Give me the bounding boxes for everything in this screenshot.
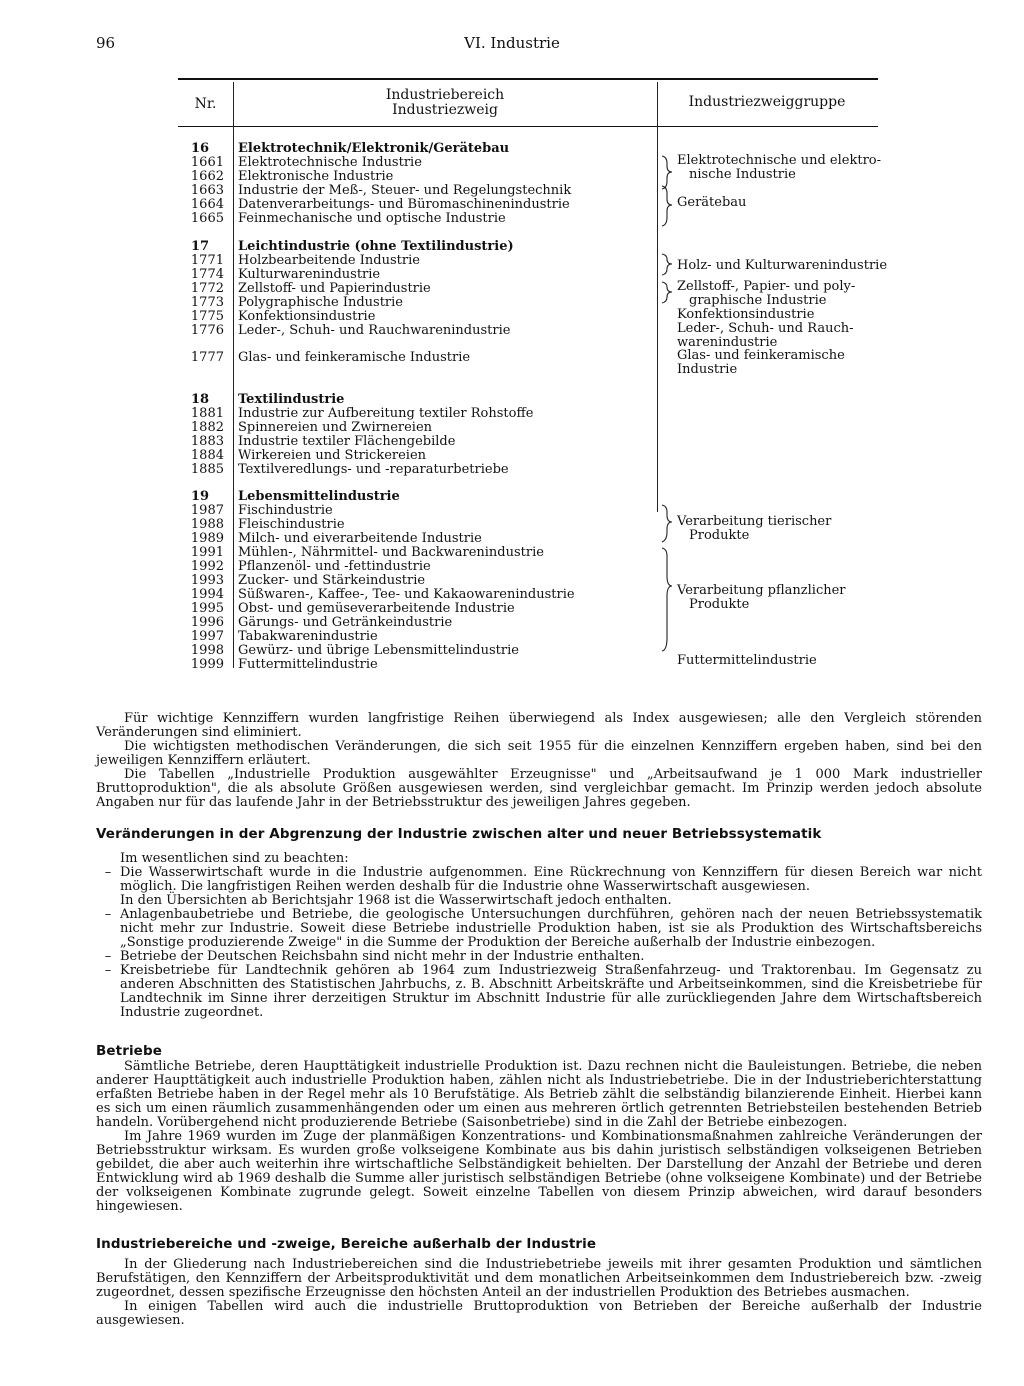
row-nr: 1884 <box>190 448 224 463</box>
row-name: Polygraphische Industrie <box>238 295 404 310</box>
row-name: Feinmechanische und optische Industrie <box>238 211 506 226</box>
section-heading-industriebereiche: Industriebereiche und -zweige, Bereiche außerhalb der Industrie <box>96 1236 597 1252</box>
row-name: Wirkereien und Strickereien <box>238 448 427 463</box>
header-bereich-line2: Industriezweig <box>392 102 498 118</box>
industriebereiche-paragraph-2: In einigen Tabellen wird auch die industrielle Bruttoproduktion von Betrieben der Bereiche außerhalb der Industrie ausgewiesen. <box>96 1299 982 1328</box>
row-nr: 1885 <box>190 462 224 477</box>
row-name: Textilveredlungs- und -reparaturbetriebe <box>238 462 509 477</box>
page-title: VI. Industrie <box>464 34 560 52</box>
row-nr: 19 <box>191 489 210 504</box>
row-name: Industrie textiler Flächengebilde <box>238 434 456 449</box>
row-name: Holzbearbeitende Industrie <box>238 253 420 268</box>
row-nr: 1775 <box>190 309 224 324</box>
section-heading-abgrenzung: Veränderungen in der Abgrenzung der Industrie zwischen alter und neuer Betriebssystematik <box>96 826 822 842</box>
group-label: Verarbeitung pflanzlicher Produkte <box>677 583 846 612</box>
row-name: Glas- und feinkeramische Industrie <box>238 350 471 365</box>
row-name: Lebensmittelindustrie <box>238 489 400 504</box>
row-nr: 1882 <box>190 420 224 435</box>
list-item: – Die Wasserwirtschaft wurde in die Industrie aufgenommen. Eine Rückrechnung von Kennziffern für diesen Bereich war nicht möglich. Die langfristigen Reihen werden deshalb für die Industrie ohne Wasserwirtschaft ausgewiesen. <box>104 865 982 894</box>
row-nr: 1999 <box>190 657 224 672</box>
header-gruppe: Industriezweiggruppe <box>688 94 846 110</box>
row-nr: 1987 <box>190 503 224 518</box>
row-name: Textilindustrie <box>238 392 345 407</box>
group-label: Gerätebau <box>677 195 747 210</box>
brace-holz <box>662 254 672 275</box>
group-label: Futtermittelindustrie <box>677 653 817 668</box>
row-name: Elektrotechnik/Elektronik/Gerätebau <box>238 141 510 156</box>
list-item: – Anlagenbaubetriebe und Betriebe, die geologische Untersuchungen durchführen, gehören nach der neuen Betriebssystematik nicht mehr zur Industrie. Soweit diese Betriebe industrielle Produktion haben, ist sie als Produktion des Wirtschaftsbereichs „Sonstige produzierende Zweige" in die Summe der Produktion der Bereiche außerhalb der Industrie einbezogen. <box>104 907 982 950</box>
intro-paragraph-2: Die wichtigsten methodischen Veränderungen, die sich seit 1955 für die einzelnen Kennziffern ergeben haben, sind bei den jeweiligen Kennziffern erläutert. <box>96 739 982 768</box>
group-label: Holz- und Kulturwarenindustrie <box>677 258 888 273</box>
row-name: Datenverarbeitungs- und Büromaschinenindustrie <box>238 197 570 212</box>
industriebereiche-paragraph-1: In der Gliederung nach Industriebereichen sind die Industriebetriebe jeweils mit ihrer gesamten Produktion und sämtlichen Berufstätigen, den Kennziffern der Arbeitsproduktivität und dem monatlichen Arbeitseinkommen dem Industriebereich bzw. -zweig zugeordnet, dessen spezifische Erzeugnisse den höchsten Anteil an der industriellen Produktion des Betriebes ausmachen. <box>96 1257 982 1300</box>
row-name: Zellstoff- und Papierindustrie <box>238 281 431 296</box>
group-label: Elektrotechnische und elektro- nische Industrie <box>677 153 882 182</box>
row-nr: 1664 <box>190 197 224 212</box>
brace-tierisch <box>662 505 672 542</box>
row-nr: 1998 <box>190 643 224 658</box>
list-lead: Im wesentlichen sind zu beachten: <box>120 851 349 866</box>
row-nr: 1988 <box>190 517 224 532</box>
row-name: Leder-, Schuh- und Rauchwarenindustrie <box>238 323 511 338</box>
row-nr: 1777 <box>190 350 224 365</box>
row-nr: 17 <box>191 239 210 254</box>
row-nr: 1996 <box>190 615 224 630</box>
row-name: Gärungs- und Getränkeindustrie <box>238 615 453 630</box>
list-item: – Kreisbetriebe für Landtechnik gehören ab 1964 zum Industriezweig Straßenfahrzeug- und Traktorenbau. Im Gegensatz zu anderen Abschnitten des Statistischen Jahrbuchs, z. B. Abschnitt Arbeitskräfte und Arbeitseinkommen, sind die Kreisbetriebe für Landtechnik im Sinne ihrer derzeitigen Struktur im Abschnitt Industrie für alle zurückliegenden Jahre dem Wirtschaftsbereich Industrie zugeordnet. <box>104 963 982 1020</box>
group-label: Konfektionsindustrie <box>677 307 815 322</box>
row-name: Mühlen-, Nährmittel- und Backwarenindustrie <box>238 545 544 560</box>
row-name: Gewürz- und übrige Lebensmittelindustrie <box>238 643 519 658</box>
row-nr: 1773 <box>190 295 224 310</box>
betriebe-paragraph-2: Im Jahre 1969 wurden im Zuge der planmäßigen Konzentrations- und Kombinationsmaßnahmen zahlreiche Veränderungen der Betriebsstruktur wirksam. Es wurden große volkseigene Kombinate aus bis dahin juristisch selbständigen volkseigenen Betrieben gebildet, die aber auch weiterhin ihre wirtschaftliche Selbständigkeit behielten. Der Darstellung der Anzahl der Betriebe und deren Entwicklung wird ab 1969 deshalb die Summe aller juristisch selbständigen Betriebe (ohne volkseigene Kombinate) und der Betriebe der volkseigenen Kombinate zugrunde gelegt. Soweit einzelne Tabellen von diesem Prinzip abweichen, wird darauf besonders hingewiesen. <box>96 1129 982 1214</box>
row-nr: 1989 <box>190 531 224 546</box>
row-name: Süßwaren-, Kaffee-, Tee- und Kakaowarenindustrie <box>238 587 575 602</box>
section-list-abgrenzung <box>96 852 982 1020</box>
intro-paragraph-1: Für wichtige Kennziffern wurden langfristige Reihen überwiegend als Index ausgewiesen; alle den Vergleich störenden Veränderungen sind eliminiert. <box>96 711 982 740</box>
row-nr: 1997 <box>190 629 224 644</box>
row-name: Pflanzenöl- und -fettindustrie <box>238 559 431 574</box>
row-nr: 16 <box>191 141 210 156</box>
group-label: Verarbeitung tierischer Produkte <box>677 514 832 543</box>
row-name: Industrie der Meß-, Steuer- und Regelungstechnik <box>238 183 572 198</box>
brace-elektrotechnik <box>662 156 672 189</box>
row-nr: 1994 <box>190 587 224 602</box>
row-nr: 1772 <box>190 281 224 296</box>
row-nr: 1993 <box>190 573 224 588</box>
header-bereich-line1: Industriebereich <box>385 87 505 103</box>
row-name: Tabakwarenindustrie <box>238 629 378 644</box>
row-name: Milch- und eiverarbeitende Industrie <box>238 531 482 546</box>
header-nr: Nr. <box>194 96 217 112</box>
row-name: Elektronische Industrie <box>238 169 394 184</box>
intro-paragraph-3: Die Tabellen „Industrielle Produktion ausgewählter Erzeugnisse" und „Arbeitsaufwand je 1 000 Mark industrieller Bruttoproduktion", die als absolute Größen ausgewiesen werden, sind vergleichbar gemacht. Im Prinzip werden jedoch absolute Angaben nur für das laufende Jahr in der Betriebsstruktur des jeweiligen Jahres gegeben. <box>96 767 982 810</box>
group-label: Glas- und feinkeramische Industrie <box>677 348 845 377</box>
row-name: Obst- und gemüseverarbeitende Industrie <box>238 601 515 616</box>
row-name: Elektrotechnische Industrie <box>238 155 422 170</box>
row-nr: 1776 <box>190 323 224 338</box>
list-item: – Betriebe der Deutschen Reichsbahn sind nicht mehr in der Industrie enthalten. <box>104 949 645 964</box>
brace-shapes <box>662 156 672 651</box>
page-number: 96 <box>96 34 116 52</box>
row-name: Konfektionsindustrie <box>238 309 376 324</box>
row-nr: 18 <box>191 392 210 407</box>
row-nr: 1771 <box>190 253 224 268</box>
row-nr: 1665 <box>190 211 224 226</box>
row-name: Futtermittelindustrie <box>238 657 378 672</box>
brace-pflanzlich <box>662 548 672 651</box>
row-nr: 1992 <box>190 559 224 574</box>
row-name: Fleischindustrie <box>238 517 345 532</box>
list-note: In den Übersichten ab Berichtsjahr 1968 ist die Wasserwirtschaft jedoch enthalten. <box>120 893 672 908</box>
row-name: Zucker- und Stärkeindustrie <box>238 573 426 588</box>
row-nr: 1661 <box>190 155 224 170</box>
row-nr: 1662 <box>190 169 224 184</box>
row-name: Kulturwarenindustrie <box>238 267 381 282</box>
row-name: Spinnereien und Zwirnereien <box>238 420 433 435</box>
section-heading-betriebe: Betriebe <box>96 1043 162 1059</box>
row-name: Fischindustrie <box>238 503 333 518</box>
row-nr: 1774 <box>190 267 224 282</box>
row-name: Leichtindustrie (ohne Textilindustrie) <box>238 239 514 254</box>
brace-zellstoff <box>662 282 672 303</box>
betriebe-paragraph-1: Sämtliche Betriebe, deren Haupttätigkeit industrielle Produktion ist. Dazu rechnen nicht die Bauleistungen. Betriebe, die neben anderer Haupttätigkeit auch industrielle Produktion haben, zählen nicht als Industriebetriebe. Die in der Industrieberichterstattung erfaßten Betriebe haben in der Regel mehr als 10 Berufstätige. Als Betrieb zählt die selbständig bilanzierende Einheit. Hierbei kann es sich um einen räumlich zusammenhängenden oder um einen aus mehreren örtlich getrennten Betriebsteilen bestehenden Betrieb handeln. Vorübergehend nicht produzierende Betriebe (Saisonbetriebe) sind in die Zahl der Betriebe einbezogen. <box>96 1059 982 1130</box>
row-nr: 1995 <box>190 601 224 616</box>
row-nr: 1883 <box>190 434 224 449</box>
row-nr: 1881 <box>190 406 224 421</box>
brace-geraetebau <box>662 186 672 226</box>
row-nr: 1991 <box>190 545 224 560</box>
group-label: Leder-, Schuh- und Rauch- warenindustrie <box>677 321 854 350</box>
group-label: Zellstoff-, Papier- und poly- graphische Industrie <box>677 279 856 308</box>
row-nr: 1663 <box>190 183 224 198</box>
row-name: Industrie zur Aufbereitung textiler Rohstoffe <box>238 406 534 421</box>
